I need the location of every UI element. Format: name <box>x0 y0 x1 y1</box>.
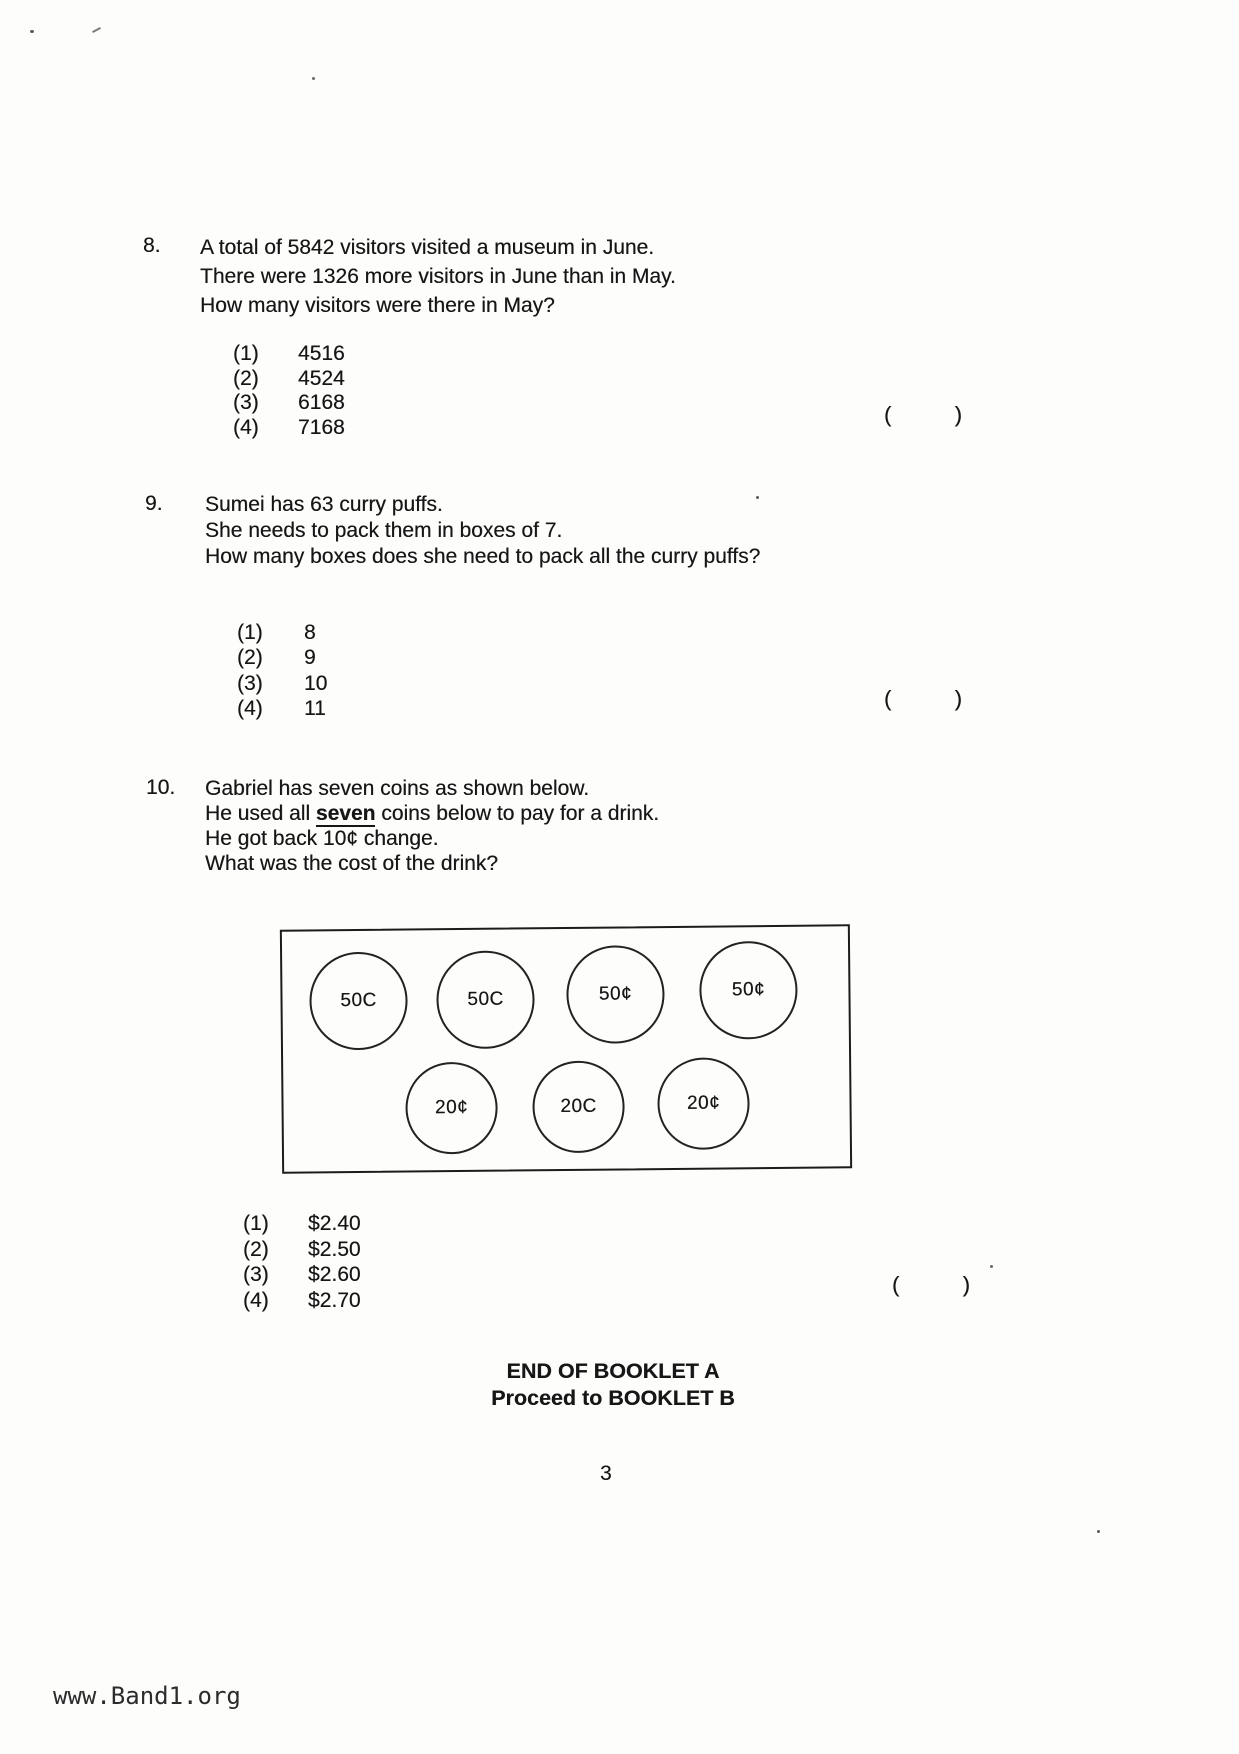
option-row <box>237 620 327 645</box>
option-label: (3) <box>233 391 259 414</box>
option-label: (4) <box>233 415 259 439</box>
question-9-number: 9. <box>145 492 163 515</box>
bracket-open: ( <box>884 402 892 427</box>
option-value: 6168 <box>298 391 345 414</box>
question-8-answer-brackets <box>884 402 962 428</box>
end-note-line-2: Proceed to BOOKLET B <box>491 1386 735 1410</box>
option-row <box>233 416 345 441</box>
question-10-line-2 <box>205 801 659 826</box>
option-value: 10 <box>304 671 328 695</box>
option-row <box>237 696 327 721</box>
scan-speck <box>312 77 315 80</box>
option-label: (2) <box>233 366 259 390</box>
bracket-open: ( <box>884 686 892 711</box>
option-value: $2.50 <box>308 1237 361 1261</box>
bracket-close: ) <box>954 686 962 711</box>
bracket-close: ) <box>962 1272 970 1297</box>
end-of-booklet-note <box>413 1358 813 1412</box>
question-8-number: 8. <box>143 234 161 257</box>
coin-label: 20C <box>560 1095 597 1118</box>
scan-speck <box>990 1265 993 1268</box>
option-value: 4524 <box>298 366 345 390</box>
line-2-emphasis: seven <box>315 802 376 825</box>
option-label: (4) <box>243 1288 269 1312</box>
coin-50c <box>566 945 665 1044</box>
question-10-options <box>243 1211 361 1313</box>
question-9-line-2: She needs to pack them in boxes of 7. <box>205 519 563 542</box>
option-row <box>237 645 327 670</box>
coin-label: 50¢ <box>731 979 766 1001</box>
coin-20c <box>532 1060 625 1153</box>
option-value: 4516 <box>298 342 345 365</box>
option-label: (3) <box>237 671 263 695</box>
coin-label: 50C <box>340 989 377 1012</box>
page-number: 3 <box>600 1462 612 1485</box>
coin-label: 20¢ <box>434 1096 469 1119</box>
question-8-line-3: How many visitors were there in May? <box>200 294 555 317</box>
question-8-options <box>233 342 345 440</box>
option-label: (2) <box>243 1237 269 1261</box>
option-row <box>243 1262 361 1288</box>
question-10-text <box>205 776 659 876</box>
line-2-prefix: He used all <box>205 802 316 825</box>
option-row <box>243 1288 361 1314</box>
coin-50c <box>699 941 798 1040</box>
question-8-text <box>200 233 676 320</box>
question-9-options <box>237 620 327 721</box>
option-label: (1) <box>243 1212 269 1235</box>
question-8-line-1: A total of 5842 visitors visited a museum in June. <box>200 236 655 259</box>
option-label: (1) <box>233 342 259 365</box>
option-value: 8 <box>304 621 316 644</box>
option-row <box>233 367 345 392</box>
coin-20c <box>657 1057 750 1150</box>
coin-20c <box>405 1062 498 1155</box>
coin-label: 50¢ <box>598 983 633 1005</box>
option-value: $2.60 <box>308 1263 361 1286</box>
option-value: 11 <box>304 696 326 720</box>
option-label: (2) <box>237 646 263 670</box>
question-10-line-1: Gabriel has seven coins as shown below. <box>205 777 590 800</box>
option-row <box>233 342 345 367</box>
line-2-suffix: coins below to pay for a drink. <box>375 802 660 825</box>
option-value: $2.40 <box>308 1212 361 1235</box>
bracket-open: ( <box>892 1272 900 1297</box>
scan-speck <box>1097 1530 1100 1533</box>
option-label: (3) <box>243 1263 269 1286</box>
option-row <box>243 1211 361 1237</box>
question-8-line-2: There were 1326 more visitors in June than in May. <box>200 265 676 288</box>
bracket-close: ) <box>954 402 962 427</box>
question-9-line-3: How many boxes does she need to pack all the curry puffs? <box>205 545 761 568</box>
end-note-line-1: END OF BOOKLET A <box>506 1359 720 1383</box>
coin-label: 20¢ <box>686 1092 721 1114</box>
website-watermark: www.Band1.org <box>53 1682 241 1710</box>
option-value: 9 <box>304 646 316 670</box>
option-row <box>237 671 327 696</box>
coin-50c <box>309 952 408 1051</box>
question-9-text <box>205 492 760 570</box>
question-9-line-1: Sumei has 63 curry puffs. <box>205 493 443 516</box>
question-9-answer-brackets <box>884 686 962 712</box>
question-10-line-4: What was the cost of the drink? <box>205 852 498 875</box>
option-value: 7168 <box>298 415 345 439</box>
option-label: (4) <box>237 696 263 720</box>
coin-diagram-box <box>280 924 852 1173</box>
option-value: $2.70 <box>308 1288 361 1312</box>
question-10-line-3: He got back 10¢ change. <box>205 827 439 850</box>
coin-label: 50C <box>467 988 504 1010</box>
question-10-answer-brackets <box>892 1272 970 1298</box>
option-row <box>243 1237 361 1263</box>
coin-50c <box>436 950 535 1049</box>
question-10-number: 10. <box>146 776 176 799</box>
scan-speck <box>30 30 34 33</box>
option-label: (1) <box>237 621 263 644</box>
option-row <box>233 391 345 416</box>
scan-speck <box>92 27 101 33</box>
